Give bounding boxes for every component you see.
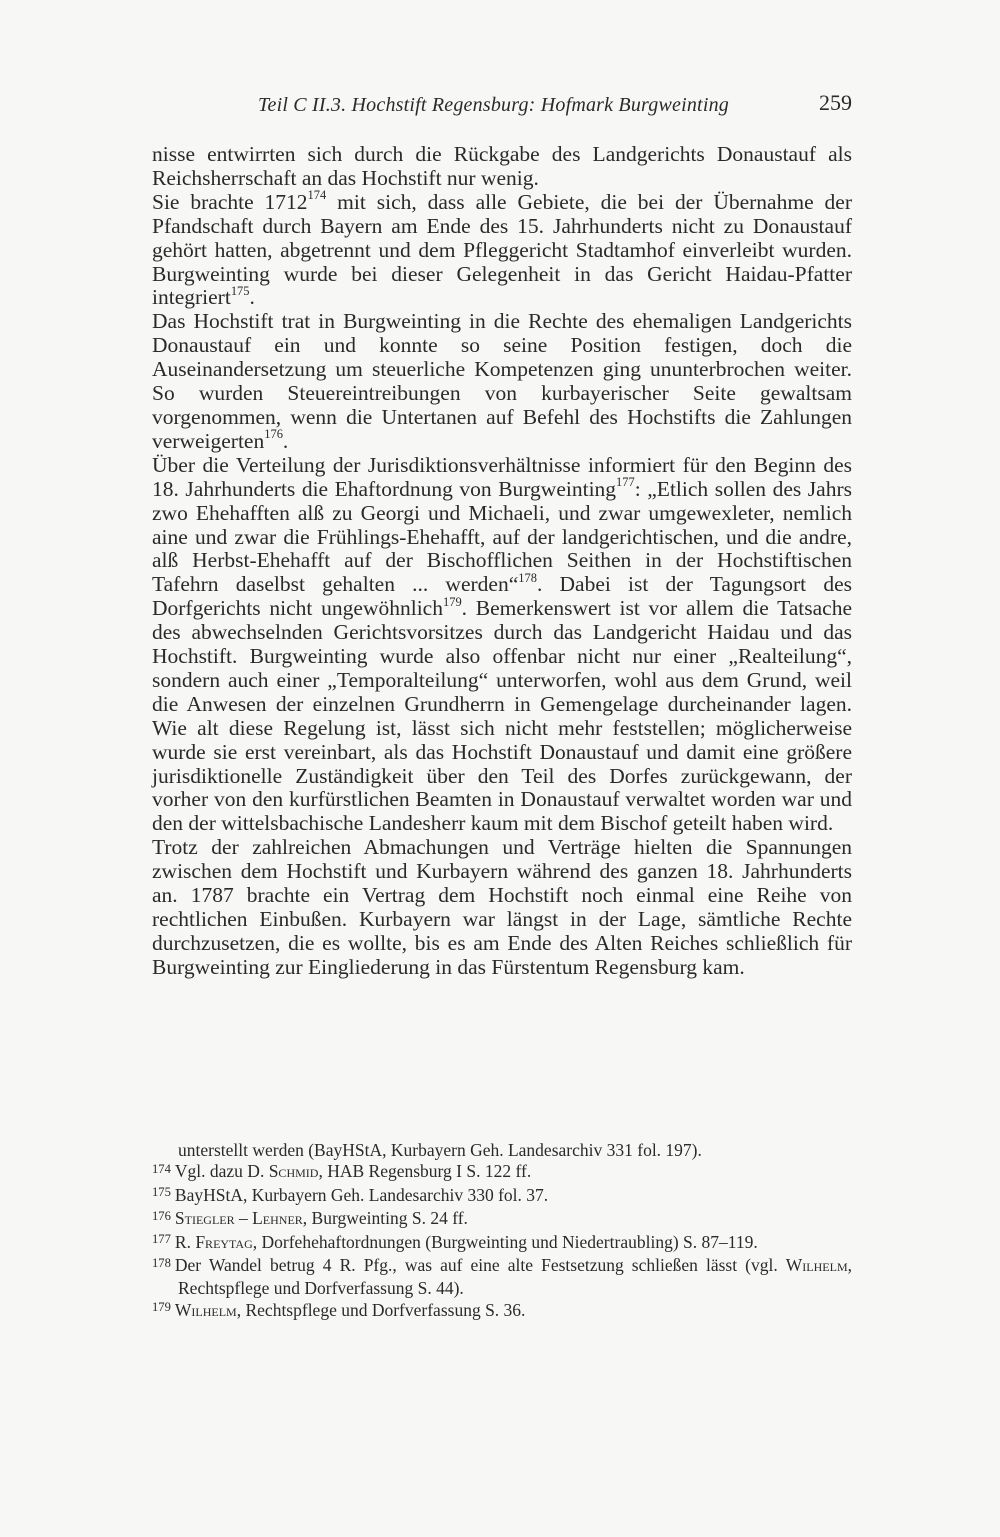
paragraph-2-text-b: mit sich, dass alle Gebiete, die bei der Übernahme der Pfandschaft durch Bayern am Ende des 15. Jahrhunderts nicht zu Donaustauf gehört hatten, abgetrennt und dem Pfleggericht Stadtamhof einverleibt wurden. Burgweinting wurde bei dieser Gelegenheit in das Gericht Haidau-Pfatter integriert bbox=[152, 189, 852, 310]
footnote-number: 178 bbox=[152, 1255, 171, 1270]
footnote-author: Wilhelm bbox=[174, 1299, 237, 1320]
paragraph-4 bbox=[152, 454, 852, 837]
footnote-175 bbox=[152, 1185, 852, 1208]
paragraph-4-text-d: . Bemerkenswert ist vor allem die Tatsache des abwechselnden Gerichtsvorsitzes durch das Landgericht Haidau und das Hochstift. Burgweinting wurde also offenbar nicht nur einer „Realteilung“, sondern auch einer „Temporalteilung“ unterworfen, wohl aus dem Grund, weil die Anwesen der einzelnen Grundherrn in Gemengelage durcheinander lagen. Wie alt diese Regelung ist, lässt sich nicht mehr feststellen; möglicherweise wurde sie erst vereinbart, als das Hochstift Donaustauf und damit eine größere jurisdiktionelle Zuständigkeit über den Teil des Dorfes zurückgewann, der vorher von den kurfürstlichen Beamten in Donaustauf verwaltet worden war und den der wittelsbachische Landesherr kaum mit dem Bischof geteilt haben wird. bbox=[152, 596, 853, 836]
footnote-number: 177 bbox=[152, 1232, 171, 1247]
footnote-ref-175: 175 bbox=[230, 284, 250, 299]
footnote-author: Stiegler – Lehner bbox=[174, 1208, 303, 1229]
footnote-ref-174: 174 bbox=[307, 188, 327, 203]
footnote-ref-177: 177 bbox=[616, 475, 635, 490]
paragraph-2-text-a: Sie brachte 1712 bbox=[152, 189, 308, 214]
footnote-author: Schmid bbox=[268, 1161, 319, 1182]
paragraph-2-text-c: . bbox=[249, 285, 255, 310]
paragraph-4-text-b: : „Etlich sollen des Jahrs zwo Ehehafften alß zu Georgi und Michaeli, und zwar umgewexleter, nemlich aine und zwar die Frühlings-Ehehafft, auf der landgerichtischen, und die andre, alß Herbst-Ehehafft auf der Bischofflichen Seithen in der Hochstiftischen Tafehrn daselbst gehalten ... werden“ bbox=[152, 476, 852, 597]
footnote-text: , Rechtspflege und Dorfverfassung S. 36. bbox=[236, 1299, 526, 1320]
footnote-176 bbox=[152, 1208, 852, 1231]
running-head: Teil C II.3. Hochstift Regensburg: Hofmark Burgweinting bbox=[258, 94, 729, 116]
footnote-number: 174 bbox=[152, 1162, 171, 1176]
paragraph-4-text-a: Über die Verteilung der Jurisdiktionsverhältnisse informiert für den Beginn des 18. Jahrhunderts die Ehaftordnung von Burgweinting bbox=[152, 452, 852, 501]
footnote-ref-178: 178 bbox=[518, 570, 537, 585]
footnote-ref-176: 176 bbox=[264, 427, 283, 442]
footnote-174 bbox=[152, 1161, 852, 1184]
page-number: 259 bbox=[819, 90, 852, 115]
paragraph-5 bbox=[152, 836, 852, 979]
footnote-text: , HAB Regensburg I S. 122 ff. bbox=[318, 1161, 532, 1182]
paragraph-2 bbox=[152, 188, 852, 311]
paragraph-3 bbox=[152, 310, 852, 453]
footnote-text: , Burgweinting S. 24 ff. bbox=[302, 1208, 468, 1229]
footnote-author: Wilhelm bbox=[785, 1255, 848, 1276]
paragraph-1 bbox=[152, 143, 852, 191]
footnote-number: 175 bbox=[152, 1185, 171, 1200]
main-text bbox=[152, 143, 852, 980]
footnote-178 bbox=[152, 1255, 852, 1300]
footnote-text: Vgl. dazu D. bbox=[174, 1161, 269, 1182]
footnote-number: 179 bbox=[152, 1300, 171, 1315]
footnote-177 bbox=[152, 1232, 852, 1255]
footnote-179 bbox=[152, 1300, 852, 1323]
footnote-author: Freytag bbox=[195, 1231, 253, 1252]
footnote-continuation: unterstellt werden (BayHStA, Kurbayern Geh. Landesarchiv 331 fol. 197). bbox=[178, 1140, 702, 1160]
footnotes bbox=[152, 1140, 852, 1323]
footnote-number: 176 bbox=[152, 1208, 171, 1223]
footnote-text: , Dorfehehaftordnungen (Burgweinting und Niedertraubling) S. 87–119. bbox=[252, 1231, 758, 1252]
paragraph-3-text-a: Das Hochstift trat in Burgweinting in die Rechte des ehemaligen Landgerichts Donaustauf ein und konnte so seine Position festigen, doch die Auseinandersetzung um steuerliche Kompetenzen ging ununterbrochen weiter. So wurden Steuereintreibungen von kurbayerischer Seite gewaltsam vorgenommen, wenn die Untertanen auf Befehl des Hochstifts die Zahlungen verweigerten bbox=[152, 309, 852, 453]
footnote-text: BayHStA, Kurbayern Geh. Landesarchiv 330 fol. 37. bbox=[174, 1184, 549, 1205]
footnote-text: , Rechtspflege und Dorfverfassung S. 44). bbox=[178, 1255, 852, 1299]
page-header bbox=[152, 90, 852, 124]
footnote-text: Der Wandel betrug 4 R. Pfg., was auf eine alte Festsetzung schließen lässt (vgl. bbox=[174, 1255, 786, 1276]
paragraph-3-text-b: . bbox=[282, 428, 289, 453]
paragraph-4-text-c: . Dabei ist der Tagungsort des Dorfgerichts nicht ungewöhnlich bbox=[152, 572, 852, 621]
footnote-ref-179: 179 bbox=[442, 594, 462, 609]
footnote-text: R. bbox=[174, 1231, 196, 1252]
paragraph-5-text: Trotz der zahlreichen Abmachungen und Verträge hielten die Spannungen zwischen dem Hochstift und Kurbayern während des ganzen 18. Jahrhunderts an. 1787 brachte ein Vertrag dem Hochstift noch einmal eine Reihe von rechtlichen Einbußen. Kurbayern war längst in der Lage, sämtliche Rechte durchzusetzen, die es wollte, bis es am Ende des Alten Reiches schließlich für Burgweinting zur Eingliederung in das Fürstentum Regensburg kam. bbox=[152, 835, 852, 979]
paragraph-1-text: nisse entwirrten sich durch die Rückgabe des Landgerichts Donaustauf als Reichsherrschaft an das Hochstift nur wenig. bbox=[152, 142, 852, 190]
